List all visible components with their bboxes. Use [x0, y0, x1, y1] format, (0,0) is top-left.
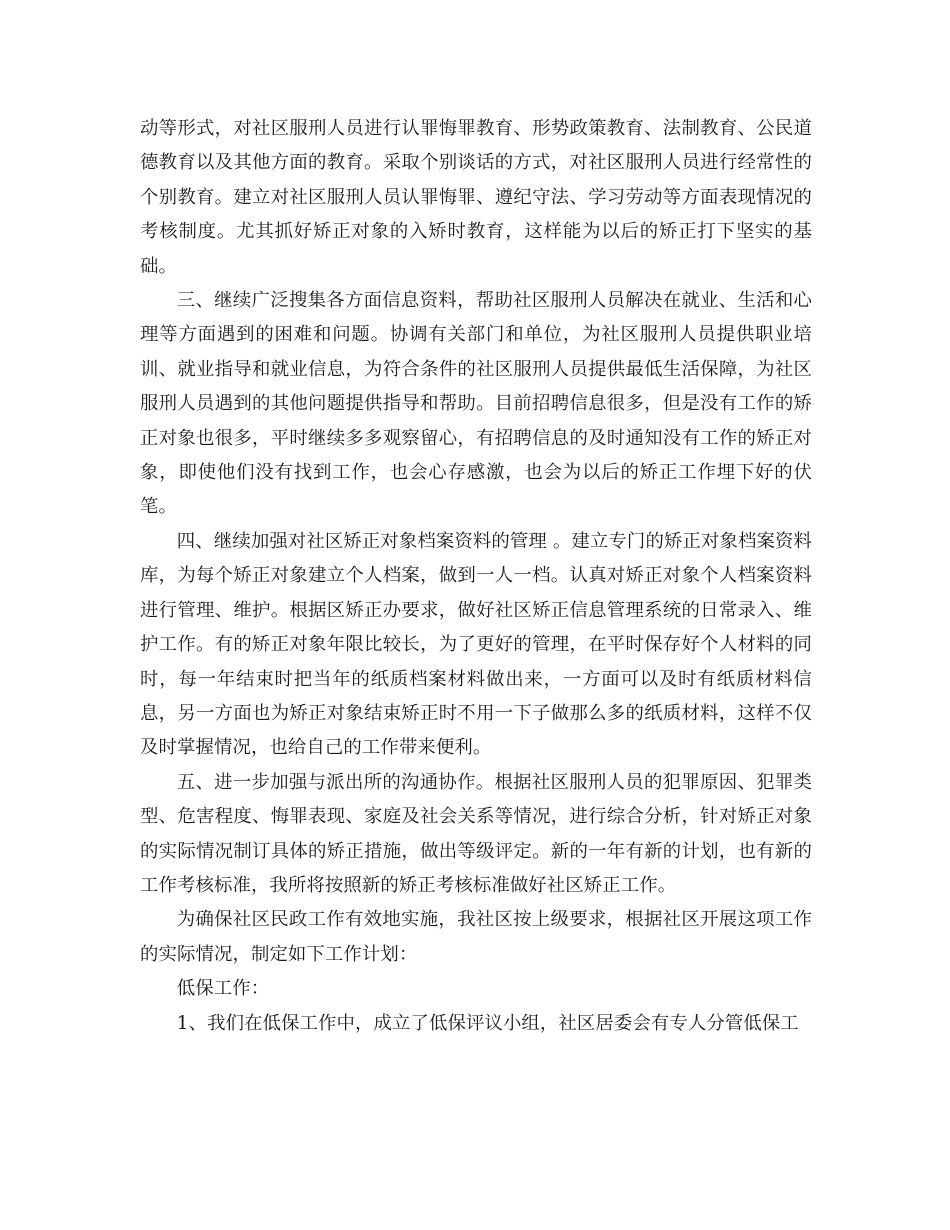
document-body [140, 112, 812, 1041]
paragraph-section-four: 四、继续加强对社区矫正对象档案资料的管理 。建立专门的矫正对象档案资料库，为每个矫正对象建立个人档案，做到一人一档。认真对矫正对象个人档案资料进行管理、维护。根据区矫正办要求，做好社区矫正信息管理系统的日常录入、维护工作。有的矫正对象年限比较长，为了更好的管理，在平时保存好个人材料的同时，每一年结束时把当年的纸质档案材料做出来，一方面可以及时有纸质材料信息，另一方面也为矫正对象结束矫正时不用一下子做那么多的纸质材料，这样不仅及时掌握情况，也给自己的工作带来便利。 [140, 530, 812, 759]
paragraph-civil-affairs-intro: 为确保社区民政工作有效地实施，我社区按上级要求，根据社区开展这项工作的实际情况，制定如下工作计划： [140, 909, 812, 965]
heading-low-income-work: 低保工作： [176, 978, 270, 1000]
paragraph-section-five: 五、进一步加强与派出所的沟通协作。根据社区服刑人员的犯罪原因、犯罪类型、危害程度、悔罪表现、家庭及社会关系等情况，进行综合分析，针对矫正对象的实际情况制订具体的矫正措施，做出等级评定。新的一年有新的计划，也有新的工作考核标准，我所将按照新的矫正考核标准做好社区矫正工作。 [140, 771, 812, 896]
paragraph-low-income-item-1: 1、我们在低保工作中，成立了低保评议小组，社区居委会有专人分管低保工 [176, 1012, 799, 1034]
paragraph-education-continued: 动等形式，对社区服刑人员进行认罪悔罪教育、形势政策教育、法制教育、公民道德教育以及其他方面的教育。采取个别谈话的方式，对社区服刑人员进行经常性的个别教育。建立对社区服刑人员认罪悔罪、遵纪守法、学习劳动等方面表现情况的考核制度。尤其抓好矫正对象的入矫时教育，这样能为以后的矫正打下坚实的基础。 [140, 118, 812, 277]
paragraph-section-three: 三、继续广泛搜集各方面信息资料，帮助社区服刑人员解决在就业、生活和心理等方面遇到的困难和问题。协调有关部门和单位，为社区服刑人员提供职业培训、就业指导和就业信息，为符合条件的社区服刑人员提供最低生活保障，为社区服刑人员遇到的其他问题提供指导和帮助。目前招聘信息很多，但是没有工作的矫正对象也很多，平时继续多多观察留心，有招聘信息的及时通知没有工作的矫正对象，即使他们没有找到工作，也会心存感激，也会为以后的矫正工作埋下好的伏笔。 [140, 290, 812, 518]
